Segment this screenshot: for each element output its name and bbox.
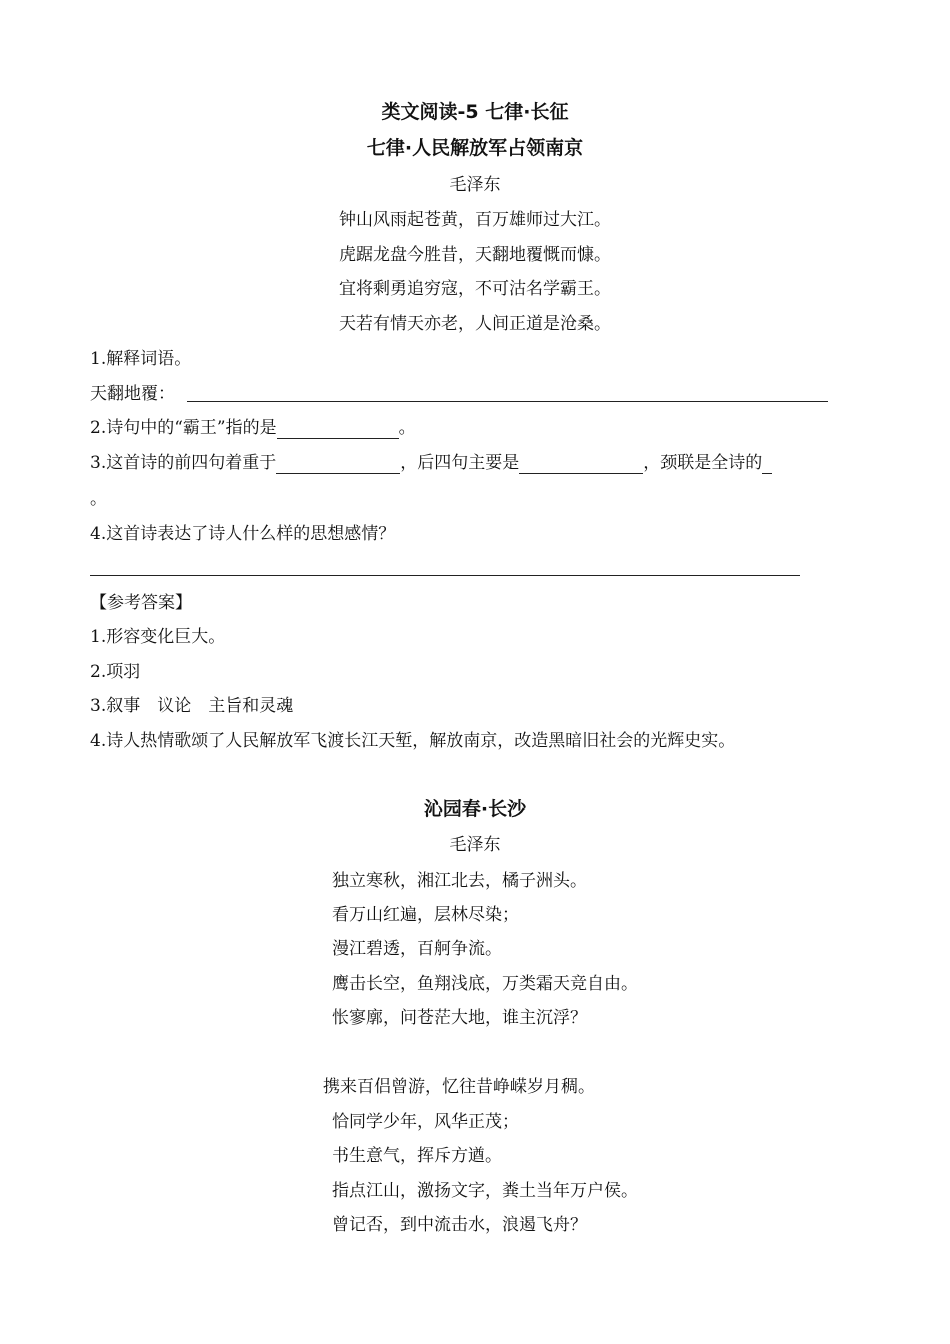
- poem2-author: 毛泽东: [449, 835, 501, 855]
- answer-2: 2.项羽: [90, 662, 141, 682]
- series-title: 类文阅读-5 七律·长征: [381, 101, 569, 123]
- answer-3: 3.叙事 议论 主旨和灵魂: [90, 696, 294, 716]
- question-1-term: 天翻地覆：: [90, 384, 175, 404]
- poem2-line: 恰同学少年，风华正茂；: [332, 1112, 519, 1132]
- poem2-line: 书生意气，挥斥方遒。: [332, 1146, 502, 1166]
- question-3-suffix: ，颈联是全诗的: [643, 453, 763, 473]
- question-2-suffix: 。: [398, 418, 416, 438]
- poem2-line: 独立寒秋，湘江北去，橘子洲头。: [332, 871, 587, 891]
- poem1-author: 毛泽东: [449, 175, 501, 195]
- question-2: [90, 417, 416, 439]
- poem2-title: 沁园春·长沙: [423, 798, 527, 820]
- poem1-line: 天若有情天亦老，人间正道是沧桑。: [339, 314, 611, 334]
- poem2-line: 看万山红遍，层林尽染；: [332, 905, 519, 925]
- poem2-line: 怅寥廓，问苍茫大地，谁主沉浮？: [332, 1008, 587, 1028]
- question-3-end: 。: [90, 489, 107, 509]
- answers-heading: 【参考答案】: [90, 593, 192, 613]
- poem2-line: 鹰击长空，鱼翔浅底，万类霜天竞自由。: [332, 974, 638, 994]
- answer-blank: [762, 455, 772, 474]
- poem1-title: 七律·人民解放军占领南京: [366, 137, 584, 159]
- poem1-line: 钟山风雨起苍黄，百万雄师过大江。: [339, 210, 611, 230]
- answer-blank: [519, 455, 643, 474]
- question-2-text: 2.诗句中的“霸王”指的是: [90, 418, 277, 438]
- question-1: 1.解释词语。: [90, 349, 192, 369]
- question-3: [90, 452, 772, 474]
- answer-blank: [277, 420, 399, 439]
- poem2-line: 指点江山，激扬文字，粪土当年万户侯。: [332, 1181, 638, 1201]
- answer-blank-line: [187, 401, 828, 402]
- answer-4: 4.诗人热情歌颂了人民解放军飞渡长江天堑，解放南京，改造黑暗旧社会的光辉史实。: [90, 731, 736, 751]
- answer-1: 1.形容变化巨大。: [90, 627, 226, 647]
- poem2-line: 携来百侣曾游，忆往昔峥嵘岁月稠。: [323, 1077, 595, 1097]
- question-3-text: 3.这首诗的前四句着重于: [90, 453, 277, 473]
- poem2-line: 漫江碧透，百舸争流。: [332, 939, 502, 959]
- answer-blank: [276, 455, 400, 474]
- question-4: 4.这首诗表达了诗人什么样的思想感情？: [90, 524, 396, 544]
- answer-blank-line: [90, 575, 800, 576]
- poem1-line: 虎踞龙盘今胜昔，天翻地覆慨而慷。: [339, 245, 611, 265]
- poem2-line: 曾记否，到中流击水，浪遏飞舟？: [332, 1215, 587, 1235]
- poem1-line: 宜将剩勇追穷寇，不可沽名学霸王。: [339, 279, 611, 299]
- question-3-mid: ，后四句主要是: [400, 453, 520, 473]
